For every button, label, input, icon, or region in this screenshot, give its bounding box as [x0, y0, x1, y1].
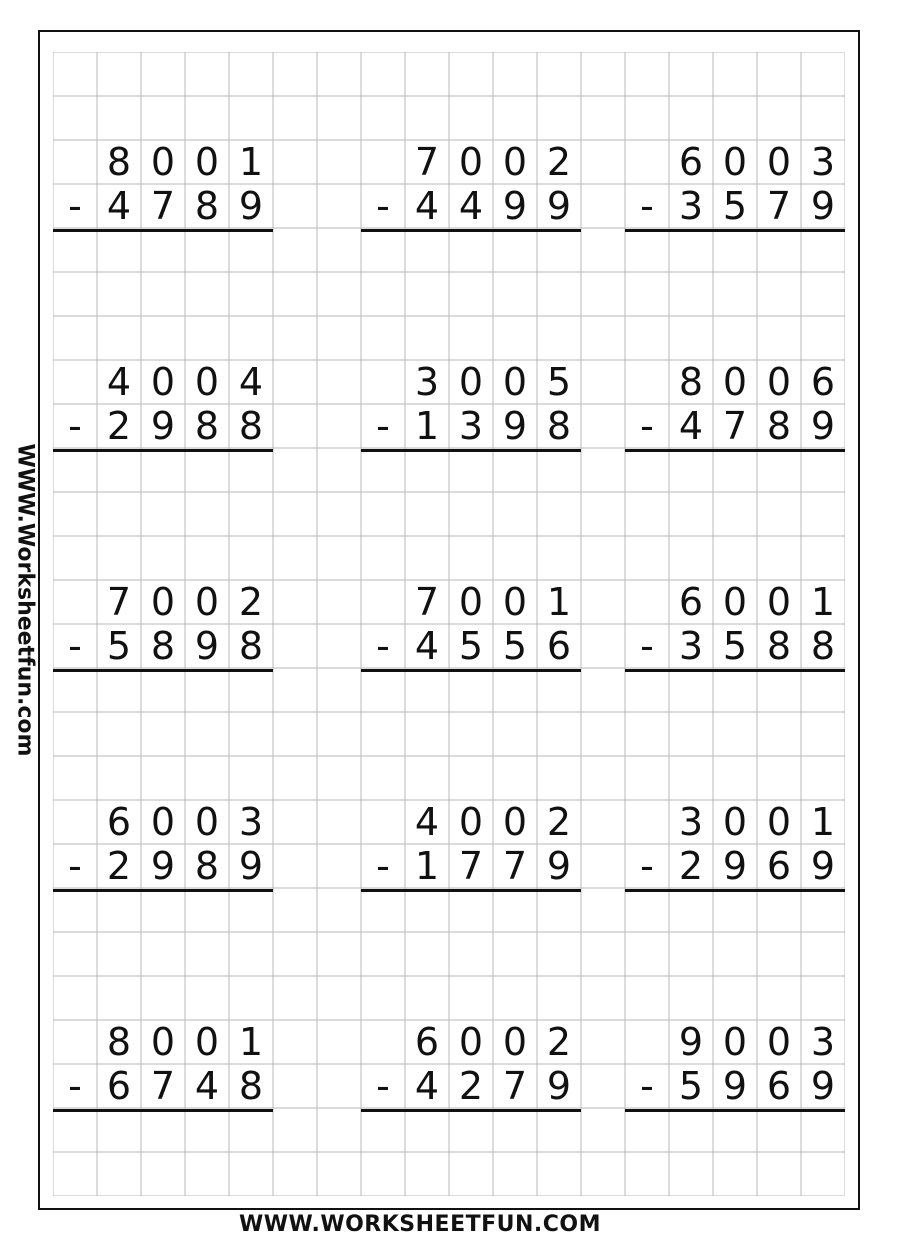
minus-sign: -	[376, 624, 390, 668]
minus-sign: -	[640, 624, 654, 668]
subtrahend-digit: 9	[150, 404, 176, 448]
minus-sign: -	[640, 844, 654, 888]
minuend-digit: 3	[810, 1020, 836, 1064]
minus-sign: -	[376, 404, 390, 448]
answer-line	[361, 449, 581, 452]
minuend-digit: 0	[150, 140, 176, 184]
minus-sign: -	[68, 624, 82, 668]
subtrahend-digit: 4	[414, 1064, 440, 1108]
answer-line	[53, 449, 273, 452]
subtrahend-digit: 8	[194, 184, 220, 228]
minuend-digit: 9	[678, 1020, 704, 1064]
subtrahend-digit: 5	[106, 624, 132, 668]
minuend-digit: 0	[150, 360, 176, 404]
subtrahend-digit: 3	[458, 404, 484, 448]
subtrahend-digit: 7	[502, 1064, 528, 1108]
minuend-digit: 0	[766, 800, 792, 844]
minus-sign: -	[68, 404, 82, 448]
subtrahend-digit: 5	[722, 624, 748, 668]
subtrahend-digit: 9	[238, 184, 264, 228]
subtrahend-digit: 2	[106, 844, 132, 888]
minuend-digit: 5	[546, 360, 572, 404]
subtrahend-digit: 4	[414, 184, 440, 228]
minuend-digit: 3	[238, 800, 264, 844]
answer-line	[53, 889, 273, 892]
minuend-digit: 1	[546, 580, 572, 624]
subtrahend-digit: 8	[238, 1064, 264, 1108]
subtrahend-digit: 7	[502, 844, 528, 888]
subtrahend-digit: 5	[678, 1064, 704, 1108]
subtrahend-digit: 8	[150, 624, 176, 668]
minuend-digit: 1	[238, 140, 264, 184]
subtrahend-digit: 1	[414, 844, 440, 888]
answer-line	[625, 669, 845, 672]
minuend-digit: 6	[810, 360, 836, 404]
minuend-digit: 0	[502, 800, 528, 844]
subtrahend-digit: 8	[238, 404, 264, 448]
minuend-digit: 1	[810, 580, 836, 624]
subtrahend-digit: 5	[722, 184, 748, 228]
minus-sign: -	[68, 844, 82, 888]
minuend-digit: 0	[194, 360, 220, 404]
minus-sign: -	[376, 1064, 390, 1108]
minuend-digit: 0	[722, 800, 748, 844]
minuend-digit: 2	[546, 800, 572, 844]
minus-sign: -	[376, 184, 390, 228]
minuend-digit: 0	[150, 1020, 176, 1064]
minuend-digit: 2	[238, 580, 264, 624]
answer-line	[361, 889, 581, 892]
minuend-digit: 0	[458, 140, 484, 184]
minus-sign: -	[640, 404, 654, 448]
subtrahend-digit: 9	[150, 844, 176, 888]
subtrahend-digit: 7	[150, 1064, 176, 1108]
footer-url: WWW.WORKSHEETFUN.COM	[238, 1212, 602, 1237]
subtrahend-digit: 7	[766, 184, 792, 228]
answer-line	[361, 229, 581, 232]
subtrahend-digit: 8	[546, 404, 572, 448]
answer-line	[361, 669, 581, 672]
subtrahend-digit: 3	[678, 184, 704, 228]
subtrahend-digit: 6	[106, 1064, 132, 1108]
subtrahend-digit: 8	[194, 844, 220, 888]
minuend-digit: 4	[238, 360, 264, 404]
minus-sign: -	[640, 184, 654, 228]
minus-sign: -	[640, 1064, 654, 1108]
minuend-digit: 0	[150, 580, 176, 624]
minuend-digit: 2	[546, 140, 572, 184]
minuend-digit: 0	[502, 1020, 528, 1064]
minuend-digit: 0	[458, 580, 484, 624]
minuend-digit: 0	[766, 360, 792, 404]
minuend-digit: 0	[458, 800, 484, 844]
subtrahend-digit: 4	[458, 184, 484, 228]
minuend-digit: 1	[810, 800, 836, 844]
subtrahend-digit: 9	[810, 404, 836, 448]
minuend-digit: 6	[678, 580, 704, 624]
subtrahend-digit: 6	[766, 1064, 792, 1108]
minuend-digit: 0	[502, 360, 528, 404]
subtrahend-digit: 9	[722, 1064, 748, 1108]
subtrahend-digit: 7	[150, 184, 176, 228]
subtrahend-digit: 9	[502, 404, 528, 448]
subtrahend-digit: 3	[678, 624, 704, 668]
minuend-digit: 4	[106, 360, 132, 404]
subtrahend-digit: 9	[502, 184, 528, 228]
minuend-digit: 0	[722, 580, 748, 624]
answer-line	[361, 1109, 581, 1112]
minuend-digit: 0	[766, 1020, 792, 1064]
subtrahend-digit: 8	[766, 404, 792, 448]
minuend-digit: 4	[414, 800, 440, 844]
minuend-digit: 0	[722, 360, 748, 404]
subtrahend-digit: 9	[722, 844, 748, 888]
minuend-digit: 7	[106, 580, 132, 624]
subtrahend-digit: 9	[194, 624, 220, 668]
minuend-digit: 2	[546, 1020, 572, 1064]
subtrahend-digit: 7	[458, 844, 484, 888]
answer-line	[53, 1109, 273, 1112]
subtrahend-digit: 4	[678, 404, 704, 448]
answer-line	[625, 1109, 845, 1112]
subtrahend-digit: 9	[810, 844, 836, 888]
subtrahend-digit: 9	[810, 184, 836, 228]
minuend-digit: 7	[414, 140, 440, 184]
minuend-digit: 0	[194, 580, 220, 624]
subtrahend-digit: 4	[194, 1064, 220, 1108]
subtrahend-digit: 6	[766, 844, 792, 888]
answer-line	[625, 889, 845, 892]
minuend-digit: 0	[194, 1020, 220, 1064]
subtrahend-digit: 5	[458, 624, 484, 668]
answer-line	[53, 229, 273, 232]
minuend-digit: 0	[766, 580, 792, 624]
minuend-digit: 0	[458, 360, 484, 404]
subtrahend-digit: 2	[678, 844, 704, 888]
subtrahend-digit: 4	[106, 184, 132, 228]
subtrahend-digit: 7	[722, 404, 748, 448]
subtrahend-digit: 8	[766, 624, 792, 668]
minuend-digit: 1	[238, 1020, 264, 1064]
minus-sign: -	[68, 184, 82, 228]
minuend-digit: 7	[414, 580, 440, 624]
minuend-digit: 6	[414, 1020, 440, 1064]
subtrahend-digit: 2	[458, 1064, 484, 1108]
subtrahend-digit: 1	[414, 404, 440, 448]
minuend-digit: 0	[722, 140, 748, 184]
vertical-site-url: WWW.Worksheetfun.com	[12, 443, 38, 757]
answer-line	[625, 229, 845, 232]
subtrahend-digit: 9	[546, 844, 572, 888]
subtrahend-digit: 9	[546, 1064, 572, 1108]
minuend-digit: 3	[810, 140, 836, 184]
subtrahend-digit: 9	[810, 1064, 836, 1108]
minuend-digit: 8	[106, 1020, 132, 1064]
subtrahend-digit: 9	[238, 844, 264, 888]
minuend-digit: 0	[502, 580, 528, 624]
subtrahend-digit: 9	[546, 184, 572, 228]
minuend-digit: 8	[106, 140, 132, 184]
minuend-digit: 0	[502, 140, 528, 184]
minus-sign: -	[376, 844, 390, 888]
minuend-digit: 0	[150, 800, 176, 844]
subtrahend-digit: 5	[502, 624, 528, 668]
answer-line	[53, 669, 273, 672]
minuend-digit: 0	[458, 1020, 484, 1064]
minuend-digit: 6	[106, 800, 132, 844]
subtrahend-digit: 8	[194, 404, 220, 448]
answer-line	[625, 449, 845, 452]
subtrahend-digit: 6	[546, 624, 572, 668]
minuend-digit: 0	[722, 1020, 748, 1064]
minuend-digit: 0	[766, 140, 792, 184]
subtrahend-digit: 8	[810, 624, 836, 668]
minus-sign: -	[68, 1064, 82, 1108]
minuend-digit: 8	[678, 360, 704, 404]
subtrahend-digit: 8	[238, 624, 264, 668]
subtrahend-digit: 4	[414, 624, 440, 668]
minuend-digit: 3	[414, 360, 440, 404]
minuend-digit: 3	[678, 800, 704, 844]
minuend-digit: 0	[194, 140, 220, 184]
minuend-digit: 0	[194, 800, 220, 844]
subtrahend-digit: 2	[106, 404, 132, 448]
minuend-digit: 6	[678, 140, 704, 184]
